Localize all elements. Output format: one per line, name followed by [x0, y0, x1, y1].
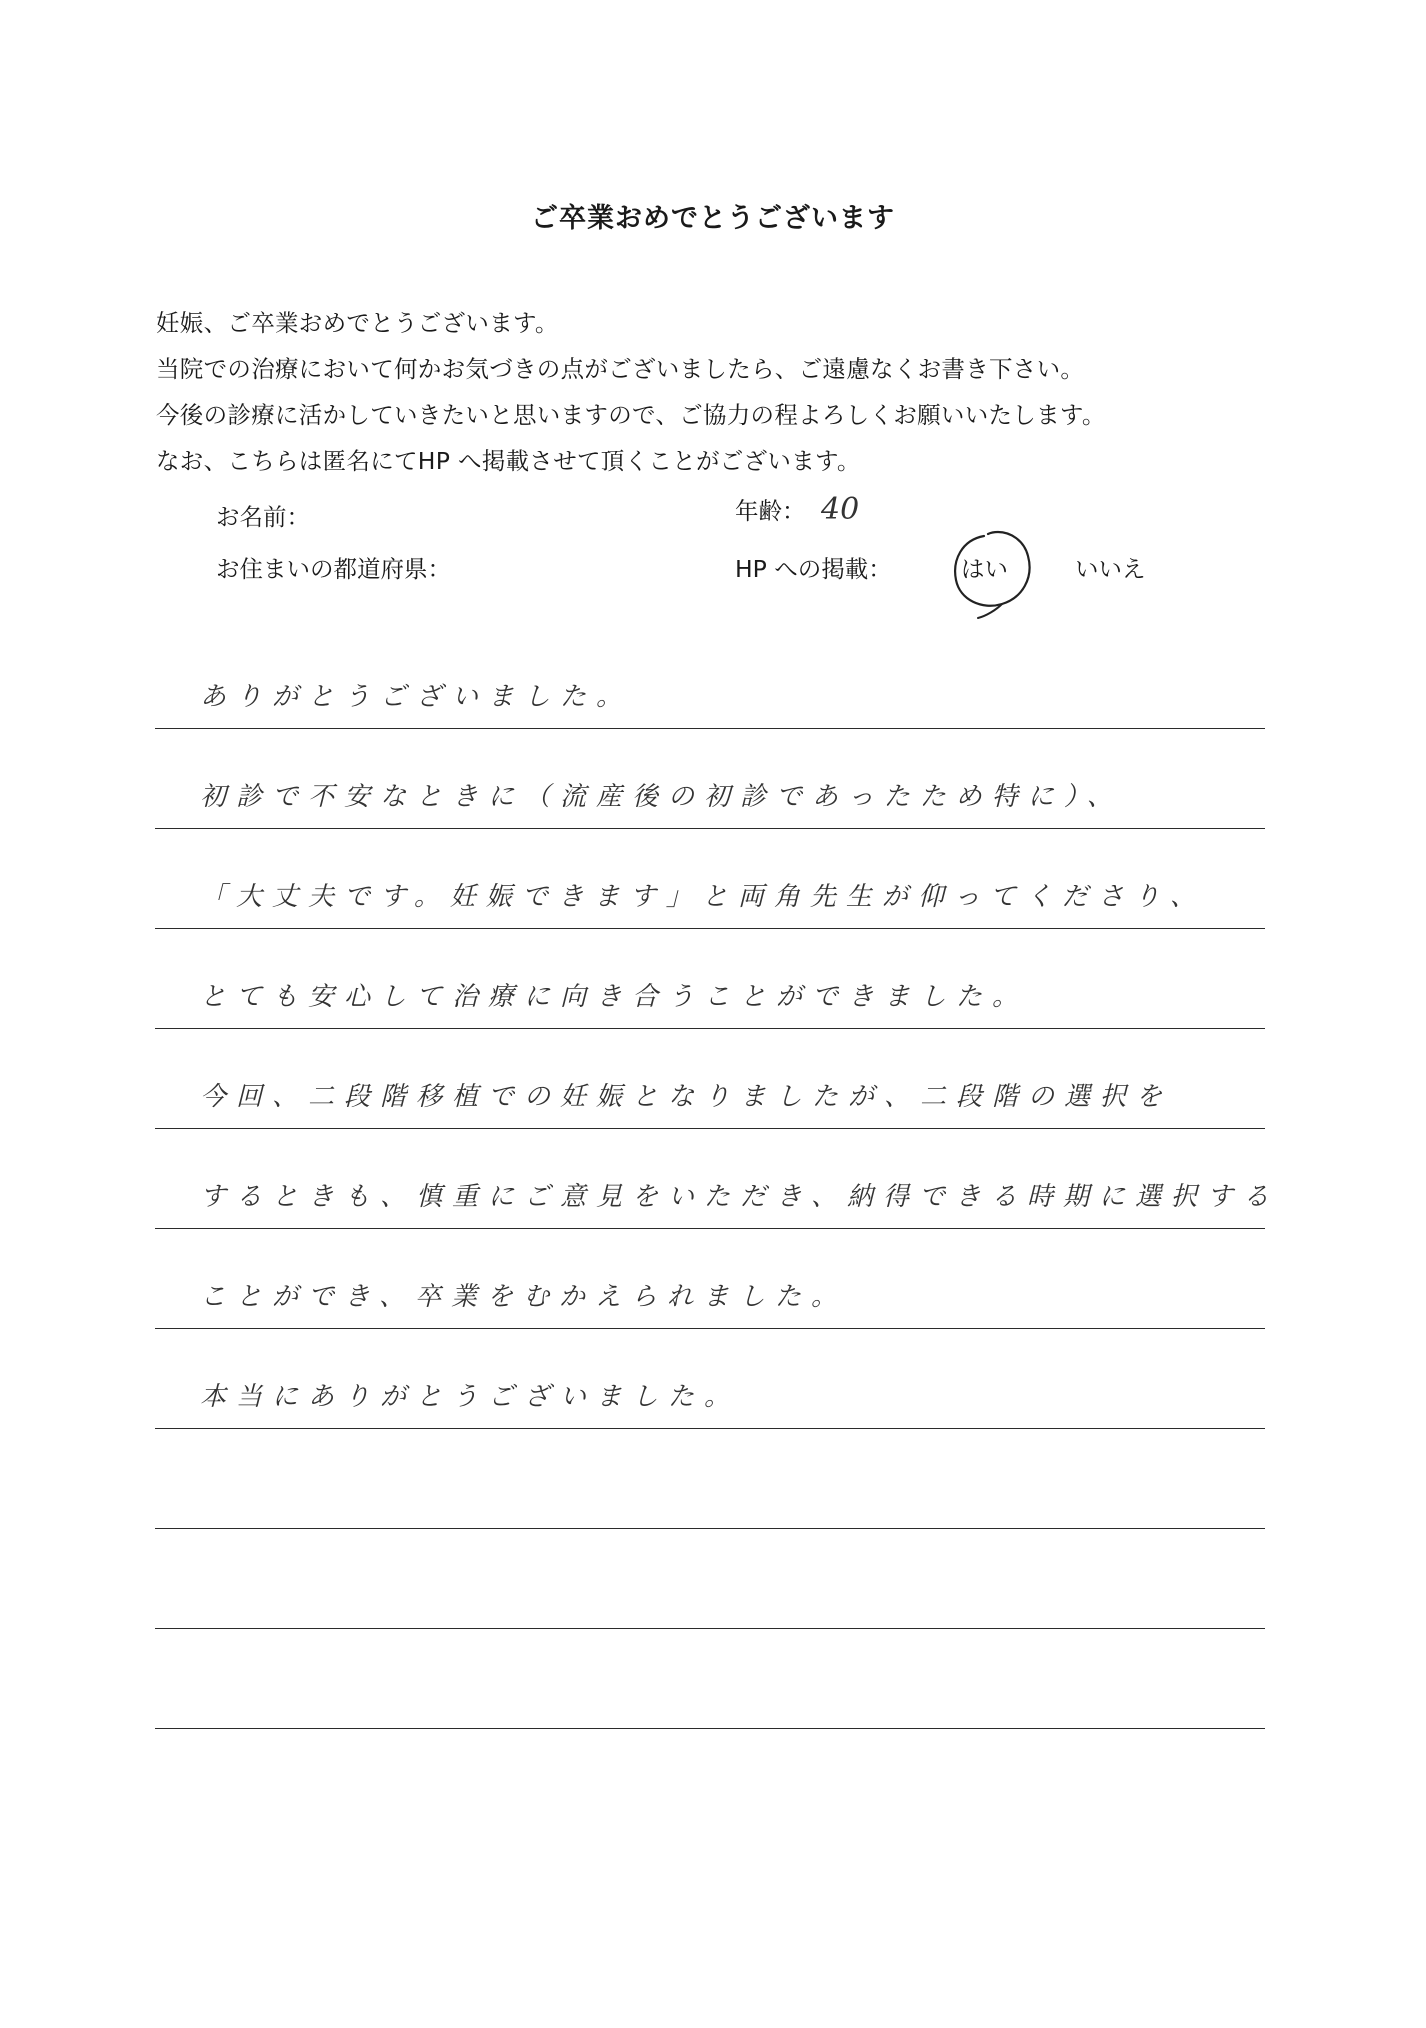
- age-field: [735, 492, 859, 527]
- ruled-line: [155, 828, 1265, 829]
- selection-circle-mark: [944, 520, 1048, 624]
- name-field: [216, 498, 318, 533]
- ruled-line: [155, 1628, 1265, 1629]
- handwritten-comment-line: ことができ、卒業をむかえられました。: [200, 1282, 847, 1312]
- handwritten-comment-line: 初診で不安なときに（流産後の初診であったため特に）、: [200, 782, 1123, 812]
- intro-line: 妊娠、ご卒業おめでとうございます。: [156, 309, 559, 337]
- intro-line: 今後の診療に活かしていきたいと思いますので、ご協力の程よろしくお願いいたします。: [156, 401, 1106, 429]
- publish-option-no[interactable]: いいえ: [1075, 555, 1146, 583]
- ruled-line: [155, 1028, 1265, 1029]
- ruled-line: [155, 1728, 1265, 1729]
- intro-line: なお、こちらは匿名にてHP へ掲載させて頂くことがございます。: [156, 447, 861, 475]
- ruled-line: [155, 1228, 1265, 1229]
- ruled-line: [155, 1428, 1265, 1429]
- handwritten-comment-line: とても安心して治療に向き合うことができました。: [200, 982, 1029, 1012]
- handwritten-comment-line: するときも、慎重にご意見をいただき、納得できる時期に選択する: [200, 1182, 1279, 1212]
- publish-option-yes[interactable]: はい: [961, 555, 1008, 583]
- age-value[interactable]: 40: [820, 492, 860, 527]
- name-label: お名前：: [216, 503, 310, 531]
- ruled-line: [155, 1128, 1265, 1129]
- ruled-line: [155, 928, 1265, 929]
- age-label: 年齢：: [735, 497, 806, 525]
- handwritten-comment-line: 今回、二段階移植での妊娠となりましたが、二段階の選択を: [200, 1082, 1173, 1112]
- ruled-line: [155, 1328, 1265, 1329]
- prefecture-field: [216, 550, 459, 585]
- ruled-line: [155, 728, 1265, 729]
- publish-field: [735, 550, 892, 584]
- publish-label: HP への掲載：: [735, 555, 892, 583]
- intro-line: 当院での治療において何かお気づきの点がございましたら、ご遠慮なくお書き下さい。: [156, 355, 1085, 383]
- prefecture-label: お住まいの都道府県：: [216, 555, 451, 583]
- intro-text: [156, 300, 1316, 484]
- handwritten-comment-line: 「大丈夫です。妊娠できます」と両角先生が仰ってくださり、: [200, 882, 1206, 912]
- ruled-line: [155, 1528, 1265, 1529]
- handwritten-comment-line: ありがとうございました。: [200, 682, 633, 712]
- handwritten-comment-line: 本当にありがとうございました。: [200, 1382, 741, 1412]
- form-title: ご卒業おめでとうございます: [531, 203, 895, 234]
